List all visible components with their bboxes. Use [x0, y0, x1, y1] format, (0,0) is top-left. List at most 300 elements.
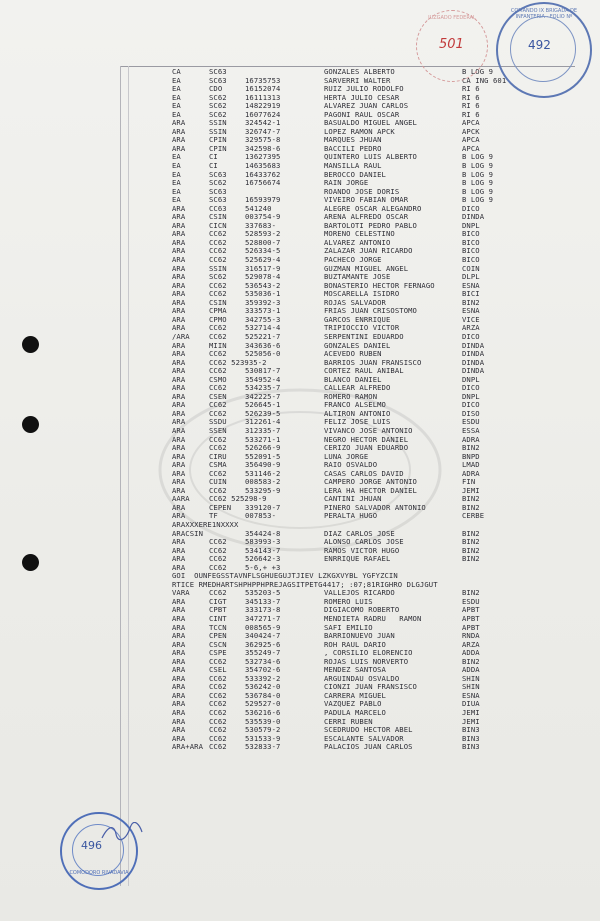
rank-code: CC62 — [209, 699, 227, 709]
service-code: ARA — [172, 408, 186, 418]
id-number: 534235-7 — [245, 383, 281, 393]
unit-code: B LOG 9 — [462, 178, 493, 188]
id-number: 533392-2 — [245, 673, 281, 683]
service-code: ARA — [172, 468, 186, 478]
service-code: AARA — [172, 494, 190, 504]
unit-code: ARZA — [462, 323, 480, 333]
list-row — [172, 589, 592, 598]
list-row — [172, 247, 592, 256]
service-code: ARACSIN — [172, 528, 203, 538]
rank-code: CC62 — [209, 468, 227, 478]
unit-code: ESNA — [462, 690, 480, 700]
person-name: BLANCO DANIEL — [324, 374, 382, 384]
service-code: ARA — [172, 622, 186, 632]
person-name: SAFI EMILIO — [324, 622, 373, 632]
rank-code: CC62 — [209, 229, 227, 239]
unit-code: APCA — [462, 135, 480, 145]
id-number: 526239-5 — [245, 408, 281, 418]
folio-stamp-blue-text: COMANDO IX BRIGADA DE INFANTERIA · FOLIO Nº — [510, 8, 578, 20]
rank-code: CC62 — [209, 255, 227, 265]
garbled-line: ARAXXXERE1NXXXX — [172, 519, 239, 529]
service-code: ARA — [172, 366, 186, 376]
person-name: FELIZ JOSE LUIS — [324, 417, 391, 427]
person-name: CANTINI JHUAN — [324, 494, 382, 504]
unit-code: DINDA — [462, 349, 485, 359]
person-name: ROMERO LUIS — [324, 596, 373, 606]
list-row — [172, 128, 592, 137]
rank-code: CC62 — [209, 733, 227, 743]
id-number: 531533-9 — [245, 733, 281, 743]
punch-hole — [22, 416, 39, 433]
person-name: GUZMAN MIGUEL ANGEL — [324, 263, 409, 273]
rank-code: CICN — [209, 220, 227, 230]
person-name: BARRIONUEVO JUAN — [324, 631, 395, 641]
list-row — [172, 453, 592, 462]
person-name: ROH RAUL DARIO — [324, 639, 386, 649]
court-stamp-number: 496 — [81, 839, 102, 852]
unit-code: LMAD — [462, 460, 480, 470]
rank-code: MIIN — [209, 340, 227, 350]
left-margin-rule — [120, 66, 121, 886]
unit-code: ESDU — [462, 417, 480, 427]
unit-code: BIN3 — [462, 742, 480, 752]
service-code: ARA — [172, 212, 186, 222]
service-code: ARA — [172, 383, 186, 393]
service-code: ARA — [172, 733, 186, 743]
service-code: ARA — [172, 673, 186, 683]
unit-code: B LOG 9 — [462, 186, 493, 196]
service-code: ARA — [172, 502, 186, 512]
service-code: ARA — [172, 725, 186, 735]
person-name: RAMOS VICTOR HUGO — [324, 545, 400, 555]
rank-code: CC62 — [209, 656, 227, 666]
unit-code: BICO — [462, 229, 480, 239]
rank-code: SSIN — [209, 263, 227, 273]
service-code: ARA — [172, 443, 186, 453]
rank-code: CC62 — [209, 545, 227, 555]
unit-code: DNPL — [462, 391, 480, 401]
person-name: ACEVEDO RUBEN — [324, 349, 382, 359]
rank-code: CC62 — [209, 280, 227, 290]
list-row — [172, 709, 592, 718]
service-code: EA — [172, 169, 181, 179]
unit-code: RI 6 — [462, 101, 480, 111]
service-code: ARA — [172, 425, 186, 435]
id-number: 531146-2 — [245, 468, 281, 478]
unit-code: CA ING 601 — [462, 75, 507, 85]
person-name: DIGIACOMO ROBERTO — [324, 605, 400, 615]
rank-code: SC63 — [209, 195, 227, 205]
id-number: 535203-5 — [245, 588, 281, 598]
id-number: 528593-2 — [245, 229, 281, 239]
unit-code: APCK — [462, 126, 480, 136]
id-number: 14635683 — [245, 161, 281, 171]
list-row — [172, 743, 592, 752]
unit-code: APBT — [462, 614, 480, 623]
id-number: 316517-9 — [245, 263, 281, 273]
punch-hole — [22, 554, 39, 571]
person-name: PACHECO JORGE — [324, 255, 382, 265]
service-code: ARA — [172, 451, 186, 461]
unit-code: BIN2 — [462, 297, 480, 307]
service-code: ARA — [172, 314, 186, 324]
person-name: CIONZI JUAN FRANSISCO — [324, 682, 417, 692]
person-name: GONZALES DANIEL — [324, 340, 391, 350]
list-row — [172, 367, 592, 376]
id-number: 324542-1 — [245, 118, 281, 128]
rank-code: SC62 — [209, 109, 227, 119]
rank-code: CI — [209, 152, 218, 162]
person-name: CERIZO JUAN EDUARDO — [324, 443, 409, 453]
id-number: 007853- — [245, 511, 276, 521]
court-stamp-text: COMODORO RIVADAVIA — [69, 870, 129, 876]
id-number: 532734-6 — [245, 656, 281, 666]
rank-code: CI — [209, 161, 218, 171]
service-code: ARA — [172, 357, 186, 367]
id-number: 347271-7 — [245, 614, 281, 623]
unit-code: BICO — [462, 237, 480, 247]
unit-code: SHIN — [462, 673, 480, 683]
id-number: 533271-1 — [245, 434, 281, 444]
id-number: 355249-7 — [245, 648, 281, 658]
service-code: ARA — [172, 656, 186, 666]
rank-code: CC62 — [209, 366, 227, 376]
unit-code: JEMI — [462, 708, 480, 718]
id-number: 343636-6 — [245, 340, 281, 350]
rank-code: CSMO — [209, 374, 227, 384]
id-number: 345133-7 — [245, 596, 281, 606]
rank-code: CC62 — [209, 400, 227, 410]
person-name: NEGRO HECTOR DANIEL — [324, 434, 409, 444]
service-code: ARA — [172, 648, 186, 658]
person-name: CORTEZ RAUL ANIBAL — [324, 366, 404, 376]
rank-code: SC63 — [209, 67, 227, 76]
id-number: 16433762 — [245, 169, 281, 179]
service-code: EA — [172, 92, 181, 102]
list-row — [172, 444, 592, 453]
unit-code: COIN — [462, 263, 480, 273]
person-name: ESCALANTE SALVADOR — [324, 733, 404, 743]
service-code: ARA — [172, 126, 186, 136]
id-number: 536784-0 — [245, 690, 281, 700]
unit-code: BIN2 — [462, 494, 480, 504]
rank-code: CC62 — [209, 323, 227, 333]
service-code: EA — [172, 109, 181, 119]
person-name: MOSCARELLA ISIDRO — [324, 289, 400, 299]
person-name: ALEGRE OSCAR ALEGANDRO — [324, 203, 422, 213]
person-name: MORENO CELESTINO — [324, 229, 395, 239]
person-name: MENDIETA RADRU RAMON — [324, 614, 422, 623]
unit-code: ESNA — [462, 280, 480, 290]
unit-code: APBT — [462, 622, 480, 632]
rank-code: CSIN — [209, 297, 227, 307]
id-number: 339120-7 — [245, 502, 281, 512]
punch-hole — [22, 336, 39, 353]
rank-code: CIGT — [209, 596, 227, 606]
unit-code: DINDA — [462, 340, 485, 350]
person-name: ARENA ALFREDO OSCAR — [324, 212, 409, 222]
garbled-line: RTICE RMEDHARTSHPHPPHPREJAGSITPETG4417; :07;81RIGHRO DLGJGUT — [172, 579, 438, 589]
id-number: 312261-4 — [245, 417, 281, 427]
list-row — [172, 555, 592, 564]
person-name: ALTIRON ANTONIO — [324, 408, 391, 418]
person-name: RAIN JORGE — [324, 178, 369, 188]
rank-code: TF — [209, 511, 218, 521]
rank-code: SC62 — [209, 178, 227, 188]
person-name: PALACIOS JUAN CARLOS — [324, 742, 413, 752]
id-number: 333173-8 — [245, 605, 281, 615]
rank-code: TCCN — [209, 622, 227, 632]
unit-code: DINDA — [462, 212, 485, 222]
service-code: ARA — [172, 605, 186, 615]
person-name: GONZALES ALBERTO — [324, 67, 395, 76]
rank-code: CPBT — [209, 605, 227, 615]
service-code: ARA — [172, 391, 186, 401]
service-code: ARA — [172, 143, 186, 153]
id-number: 530579-2 — [245, 725, 281, 735]
person-name: ENRRIQUE RAFAEL — [324, 554, 391, 564]
rank-code: CC62 — [209, 246, 227, 256]
unit-code: BIN2 — [462, 537, 480, 547]
rank-code: CC62 — [209, 716, 227, 726]
service-code: ARA — [172, 682, 186, 692]
service-code: CA — [172, 67, 181, 76]
service-code: ARA — [172, 665, 186, 675]
rank-code: CPMA — [209, 306, 227, 316]
unit-code: APCA — [462, 118, 480, 128]
service-code: ARA — [172, 349, 186, 359]
person-name: ALVAREZ ANTONIO — [324, 237, 391, 247]
id-number: 354702-6 — [245, 665, 281, 675]
person-name: FRIAS JUAN CRISOSTOMO — [324, 306, 417, 316]
rank-code: CC62 — [209, 725, 227, 735]
id-number: 329575-8 — [245, 135, 281, 145]
person-name: PERALTA HUGO — [324, 511, 378, 521]
id-number: 534143-7 — [245, 545, 281, 555]
folio-stamp-blue — [496, 2, 592, 98]
rank-code: CSMA — [209, 460, 227, 470]
rank-code: CC62 — [209, 485, 227, 495]
person-name: PINERO SALVADOR ANTONIO — [324, 502, 426, 512]
list-row — [172, 342, 592, 351]
person-name: CERRI RUBEN — [324, 716, 373, 726]
unit-code: DNPL — [462, 374, 480, 384]
garbled-line: GOI OUNFEGSSTAVNFLSGHUEGUJTJIEV LZKGXVYBL YGFYZCIN — [172, 571, 398, 581]
rank-code: CC62 — [209, 289, 227, 299]
unit-code: RI 6 — [462, 92, 480, 102]
id-number: 342598-6 — [245, 143, 281, 153]
service-code: EA — [172, 195, 181, 205]
unit-code: DICO — [462, 400, 480, 410]
person-name: CASAS CARLOS DAVID — [324, 468, 404, 478]
rank-code: CC62 — [209, 562, 227, 572]
person-name: LUNA JORGE — [324, 451, 369, 461]
id-number: 525056-0 — [245, 349, 281, 359]
rank-code: CIRU — [209, 451, 227, 461]
id-number: 532714-4 — [245, 323, 281, 333]
id-number: 312335-7 — [245, 425, 281, 435]
service-code: EA — [172, 84, 181, 94]
rank-code: CC62 — [209, 682, 227, 692]
service-code: ARA — [172, 699, 186, 709]
service-code: ARA — [172, 118, 186, 128]
unit-code: BIN2 — [462, 443, 480, 453]
unit-code: DINDA — [462, 357, 485, 367]
unit-code: B LOG 9 — [462, 161, 493, 171]
unit-code: CERBE — [462, 511, 485, 521]
service-code: ARA — [172, 374, 186, 384]
id-number: 16111313 — [245, 92, 281, 102]
service-code: ARA — [172, 203, 186, 213]
list-row — [172, 136, 592, 145]
person-name: PADULA MARCELO — [324, 708, 386, 718]
id-number: 16735753 — [245, 75, 281, 85]
rank-code: CC62 — [209, 443, 227, 453]
service-code: /ARA — [172, 331, 190, 341]
rank-code: CPIN — [209, 143, 227, 153]
service-code: ARA — [172, 554, 186, 564]
service-code: EA — [172, 101, 181, 111]
handwritten-signature — [100, 822, 144, 842]
service-code: EA — [172, 186, 181, 196]
service-code: ARA — [172, 708, 186, 718]
service-code: ARA — [172, 596, 186, 606]
id-number: 16756674 — [245, 178, 281, 188]
unit-code: DNPL — [462, 220, 480, 230]
rank-code: CPEN — [209, 631, 227, 641]
service-code: ARA — [172, 716, 186, 726]
person-name: ALVAREZ JUAN CARLOS — [324, 101, 409, 111]
person-name: LERA HA HECTOR DANIEL — [324, 485, 417, 495]
rank-code: CC62 — [209, 331, 227, 341]
rank-code: CC62 — [209, 237, 227, 247]
unit-code: B LOG 9 — [462, 169, 493, 179]
list-row — [172, 615, 592, 624]
id-number: 541240 — [245, 203, 272, 213]
unit-code: RNDA — [462, 631, 480, 641]
person-name: BUZTAMANTE JOSE — [324, 272, 391, 282]
rank-code: SC62 — [209, 272, 227, 282]
id-number: 14822919 — [245, 101, 281, 111]
rank-code: SC62 — [209, 92, 227, 102]
id-number: 356490-9 — [245, 460, 281, 470]
unit-code: RI 6 — [462, 84, 480, 94]
person-name: BARTOLOTI PEDRO PABLO — [324, 220, 417, 230]
id-number: 536216-6 — [245, 708, 281, 718]
unit-code: ADRA — [462, 468, 480, 478]
person-name: RAIO OSVALDO — [324, 460, 378, 470]
unit-code: BNPD — [462, 451, 480, 461]
person-name: VALLEJOS RICARDO — [324, 588, 395, 598]
person-name: MANSILLA RAUL — [324, 161, 382, 171]
unit-code: BICI — [462, 289, 480, 299]
unit-code: BIN3 — [462, 733, 480, 743]
rank-code: CC62 — [209, 588, 227, 598]
unit-code: BIN2 — [462, 656, 480, 666]
service-code: ARA — [172, 229, 186, 239]
service-code: ARA — [172, 690, 186, 700]
person-name: ROANDO JOSE DORIS — [324, 186, 400, 196]
service-code: ARA — [172, 400, 186, 410]
person-name: MENDEZ SANTOSA — [324, 665, 386, 675]
id-number: 535539-0 — [245, 716, 281, 726]
rank-code: CPIN — [209, 135, 227, 145]
service-code: ARA — [172, 246, 186, 256]
list-row — [172, 384, 592, 393]
list-row — [172, 171, 592, 180]
service-code: VARA — [172, 588, 190, 598]
rank-code: CSEL — [209, 665, 227, 675]
id-number: 528800-7 — [245, 237, 281, 247]
id-number: 342755-3 — [245, 314, 281, 324]
rank-code: CC62 — [209, 673, 227, 683]
rank-code: CC62 — [209, 408, 227, 418]
rank-code: CSPE — [209, 648, 227, 658]
service-code: ARA — [172, 272, 186, 282]
unit-code: ESNA — [462, 306, 480, 316]
unit-code: DICO — [462, 383, 480, 393]
unit-code: DICO — [462, 203, 480, 213]
unit-code: VICE — [462, 314, 480, 324]
person-name: RUIZ JULIO RODOLFO — [324, 84, 404, 94]
id-number: 354424-8 — [245, 528, 281, 538]
service-code: ARA — [172, 280, 186, 290]
id-number: 526642-3 — [245, 554, 281, 564]
id-number: 526266-9 — [245, 443, 281, 453]
personnel-list — [172, 68, 592, 752]
service-code: ARA — [172, 434, 186, 444]
unit-code: DLPL — [462, 272, 480, 282]
service-code: ARA — [172, 220, 186, 230]
unit-code: BIN2 — [462, 502, 480, 512]
person-name: QUINTERO LUIS ALBERTO — [324, 152, 417, 162]
service-code: EA — [172, 152, 181, 162]
list-row — [172, 504, 592, 513]
id-number: 326747-7 — [245, 126, 281, 136]
service-code: ARA — [172, 340, 186, 350]
unit-code: BIN3 — [462, 725, 480, 735]
unit-code: B LOG 9 — [462, 152, 493, 162]
list-row — [172, 692, 592, 701]
id-number: 340424-7 — [245, 631, 281, 641]
id-number: 535036-1 — [245, 289, 281, 299]
id-number: 16077624 — [245, 109, 281, 119]
service-code: ARA — [172, 537, 186, 547]
id-number: 342225-7 — [245, 391, 281, 401]
person-name: ALONSO CARLOS JOSE — [324, 537, 404, 547]
person-name: ROJAS SALVADOR — [324, 297, 386, 307]
person-name: SERPENTINI EDUARDO — [324, 331, 404, 341]
service-code: ARA — [172, 237, 186, 247]
unit-code: DINDA — [462, 366, 485, 376]
unit-code: FIN — [462, 477, 476, 487]
person-name: CALLEAR ALFREDO — [324, 383, 391, 393]
list-row — [172, 153, 592, 162]
id-number: 529527-0 — [245, 699, 281, 709]
unit-code: BIN2 — [462, 545, 480, 555]
rank-code: CUIN — [209, 477, 227, 487]
unit-code: JEMI — [462, 716, 480, 726]
unit-code: BICO — [462, 246, 480, 256]
person-name: CARRERA MIGUEL — [324, 690, 386, 700]
service-code: EA — [172, 161, 181, 171]
person-name: PAGONI RAUL OSCAR — [324, 109, 400, 119]
unit-code: B LOG 9 — [462, 67, 493, 76]
rank-code: SC63 — [209, 169, 227, 179]
id-number: 359392-3 — [245, 297, 281, 307]
person-name: DIAZ CARLOS JOSE — [324, 528, 395, 538]
unit-code: DIUA — [462, 699, 480, 709]
